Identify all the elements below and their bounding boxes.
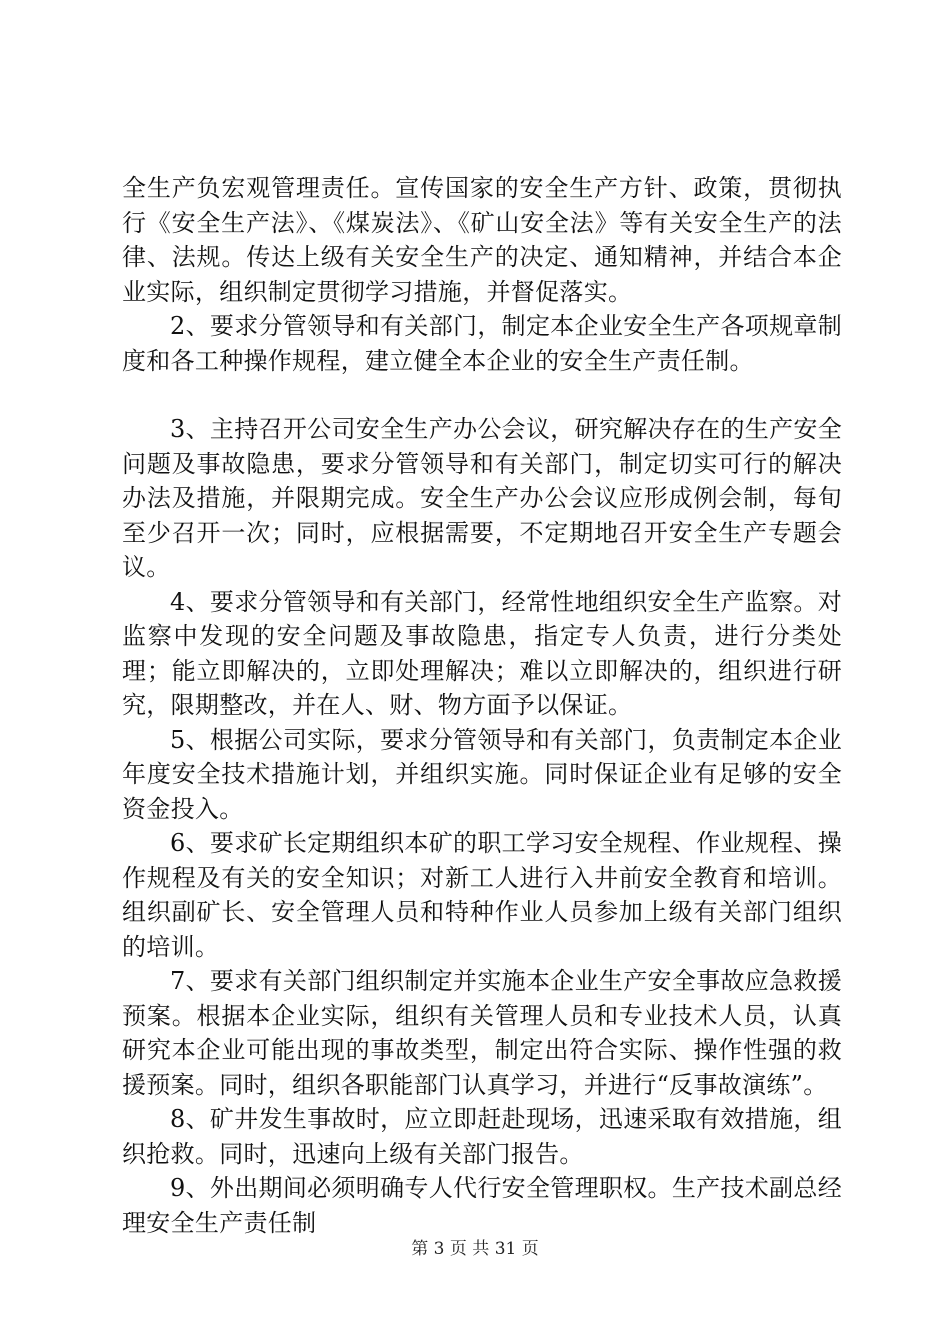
paragraph-item-8: 8、矿井发生事故时，应立即赶赴现场，迅速采取有效措施，组织抢救。同时，迅速向上级有关部门报告。 <box>122 1105 842 1168</box>
paragraph-item-5: 5、根据公司实际，要求分管领导和有关部门，负责制定本企业年度安全技术措施计划，并组织实施。同时保证企业有足够的安全资金投入。 <box>122 725 842 823</box>
paragraph-item-3: 3、主持召开公司安全生产办公会议，研究解决存在的生产安全问题及事故隐患，要求分管领导和有关部门，制定切实可行的解决办法及措施，并限期完成。安全生产办公会议应形成例会制，每旬至少召开一次；同时，应根据需要，不定期地召开安全生产专题会议。 <box>122 415 842 581</box>
document-body <box>122 171 842 1240</box>
page-footer <box>0 1238 950 1260</box>
paragraph-item-2: 2、要求分管领导和有关部门，制定本企业安全生产各项规章制度和各工种操作规程，建立健全本企业的安全生产责任制。 <box>122 312 842 375</box>
paragraph-continuation: 全生产负宏观管理责任。宣传国家的安全生产方针、政策，贯彻执行《安全生产法》、《煤炭法》、《矿山安全法》等有关安全生产的法律、法规。传达上级有关安全生产的决定、通知精神，并结合本企业实际，组织制定贯彻学习措施，并督促落实。 <box>122 174 842 306</box>
page-number-label: 第 3 页 共 31 页 <box>411 1239 539 1259</box>
paragraph-item-6: 6、要求矿长定期组织本矿的职工学习安全规程、作业规程、操作规程及有关的安全知识；对新工人进行入井前安全教育和培训。组织副矿长、安全管理人员和特种作业人员参加上级有关部门组织的培训。 <box>122 829 842 961</box>
paragraph-item-4: 4、要求分管领导和有关部门，经常性地组织安全生产监察。对监察中发现的安全问题及事故隐患，指定专人负责，进行分类处理；能立即解决的，立即处理解决；难以立即解决的，组织进行研究，限期整改，并在人、财、物方面予以保证。 <box>122 587 842 719</box>
paragraph-item-7: 7、要求有关部门组织制定并实施本企业生产安全事故应急救援预案。根据本企业实际，组织有关管理人员和专业技术人员，认真研究本企业可能出现的事故类型，制定出符合实际、操作性强的救援预案。同时，组织各职能部门认真学习，并进行“反事故演练”。 <box>122 967 842 1099</box>
paragraph-item-9: 9、外出期间必须明确专人代行安全管理职权。生产技术副总经理安全生产责任制 <box>122 1174 842 1237</box>
